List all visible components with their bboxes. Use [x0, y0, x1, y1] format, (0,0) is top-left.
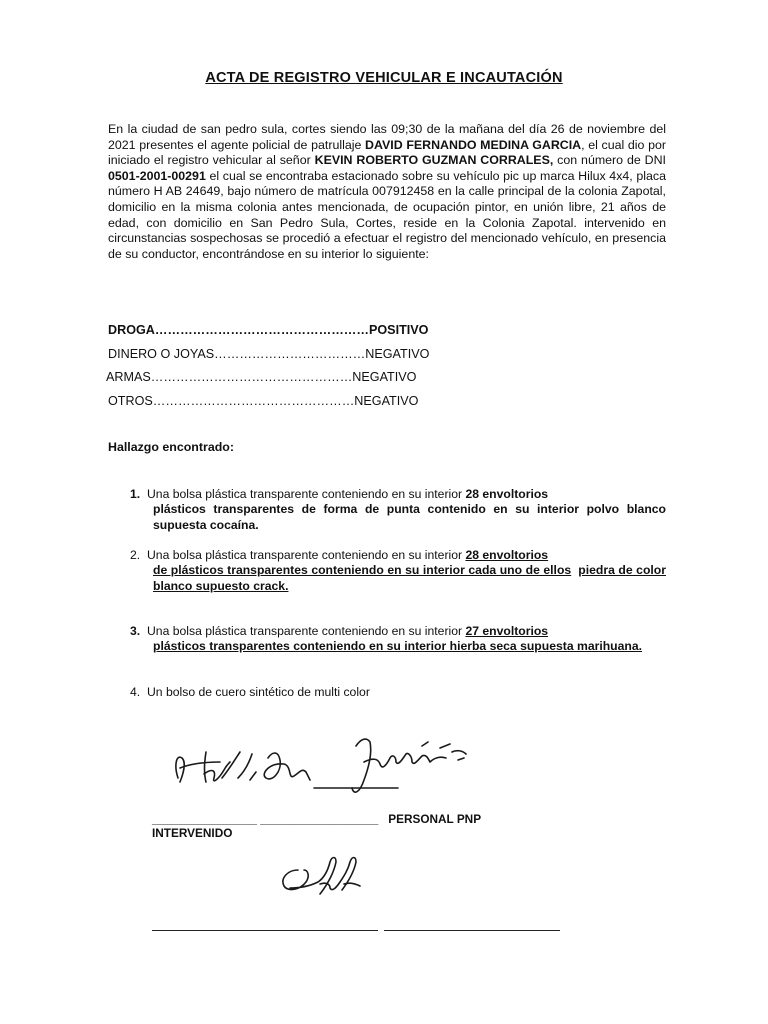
- finding-detail: plásticos transparentes conteniendo en su interior hierba seca supuesta marihuana.: [153, 639, 642, 654]
- finding-number: 3.: [130, 624, 141, 638]
- signature-agent: [160, 728, 560, 803]
- item-label: OTROS: [108, 394, 153, 408]
- finding-detail: piedra de color blanco supuesto crack.: [153, 563, 666, 593]
- finding-detail: plásticos transparentes de forma de punta contenido en su interior polvo blanco supuesta cocaína.: [153, 502, 666, 532]
- paragraph-text: En la ciudad de san pedro sula, cortes siendo las 09;30 de la mañana del día 26 de noviembre del 2021 presentes el agente policial de patrullaje: [108, 122, 666, 152]
- item-dots: ………………………………: [214, 347, 366, 361]
- finding-text: Un bolso de cuero sintético de multi color: [147, 685, 370, 699]
- finding-3: [130, 624, 666, 655]
- finding-text: Una bolsa plástica transparente conteniendo en su interior: [147, 487, 466, 501]
- signature-line: [152, 930, 378, 931]
- item-armas: [106, 369, 506, 385]
- item-result: NEGATIVO: [365, 347, 430, 361]
- signature-role: PERSONAL PNP: [388, 812, 482, 826]
- finding-4: [130, 685, 666, 700]
- paragraph-text: con número de DNI: [553, 153, 666, 168]
- intro-paragraph: [108, 122, 666, 262]
- paragraph-text: el cual se encontraba estacionado sobre su vehículo pic up marca Hilux 4x4, placa número H AB 24649, bajo número de matrícula 007912458 en la calle principal de la colonia Zapotal, domicilio en la misma colonia antes mencionada, de ocupación pintor, en unión libre, 21 años de edad, con domicilio en San Pedro Sula, Cortes, reside en la Colonia Zapotal. intervenido en circunstancias sospechosas se procedió a efectuar el registro del mencionado vehículo, en presencia de su conductor, encontrándose en su interior lo siguiente:: [108, 168, 666, 261]
- item-dots: ……………………………………………: [154, 323, 369, 337]
- signature-lines: [152, 812, 481, 826]
- finding-number: 4.: [130, 685, 141, 699]
- bottom-signature-lines: [152, 924, 572, 936]
- signature-line: [384, 930, 560, 931]
- document-title: ACTA DE REGISTRO VEHICULAR E INCAUTACIÓN: [205, 70, 563, 86]
- item-dots: …………………………………………: [150, 370, 353, 384]
- item-result: NEGATIVO: [352, 370, 417, 384]
- finding-quantity: 28 envoltorios: [465, 548, 549, 562]
- item-otros: [108, 393, 508, 409]
- item-result: POSITIVO: [368, 323, 429, 337]
- signature-role-2: INTERVENIDO: [152, 826, 233, 840]
- finding-quantity: 27 envoltorios: [465, 624, 549, 638]
- finding-quantity: 28 envoltorios: [465, 487, 549, 501]
- finding-text: Una bolsa plástica transparente conteniendo en su interior: [147, 624, 466, 638]
- signature-subject: [270, 848, 400, 908]
- item-label: ARMAS: [106, 370, 151, 384]
- findings-heading: Hallazgo encontrado:: [108, 440, 234, 454]
- item-dinero: [108, 346, 508, 362]
- agent-name: DAVID FERNANDO MEDINA GARCIA: [365, 137, 582, 152]
- finding-detail: de plásticos transparentes conteniendo en su interior cada uno de ellos: [153, 563, 572, 578]
- item-label: DINERO O JOYAS: [108, 347, 215, 361]
- item-dots: …………………………………………: [152, 394, 355, 408]
- dni-number: 0501-2001-00291: [108, 168, 206, 183]
- finding-number: 2.: [130, 548, 141, 562]
- item-result: NEGATIVO: [354, 394, 419, 408]
- finding-1: [130, 487, 666, 533]
- finding-text: Una bolsa plástica transparente conteniendo en su interior: [147, 548, 466, 562]
- signature-line: ________________ __________________: [152, 812, 379, 826]
- finding-2: [130, 548, 666, 594]
- item-label: DROGA: [108, 323, 155, 337]
- subject-name: KEVIN ROBERTO GUZMAN CORRALES,: [314, 153, 554, 168]
- paragraph-text: , el cual dio por iniciado el registro vehicular al señor: [108, 137, 666, 168]
- finding-number: 1.: [130, 487, 141, 501]
- item-droga: [108, 322, 508, 338]
